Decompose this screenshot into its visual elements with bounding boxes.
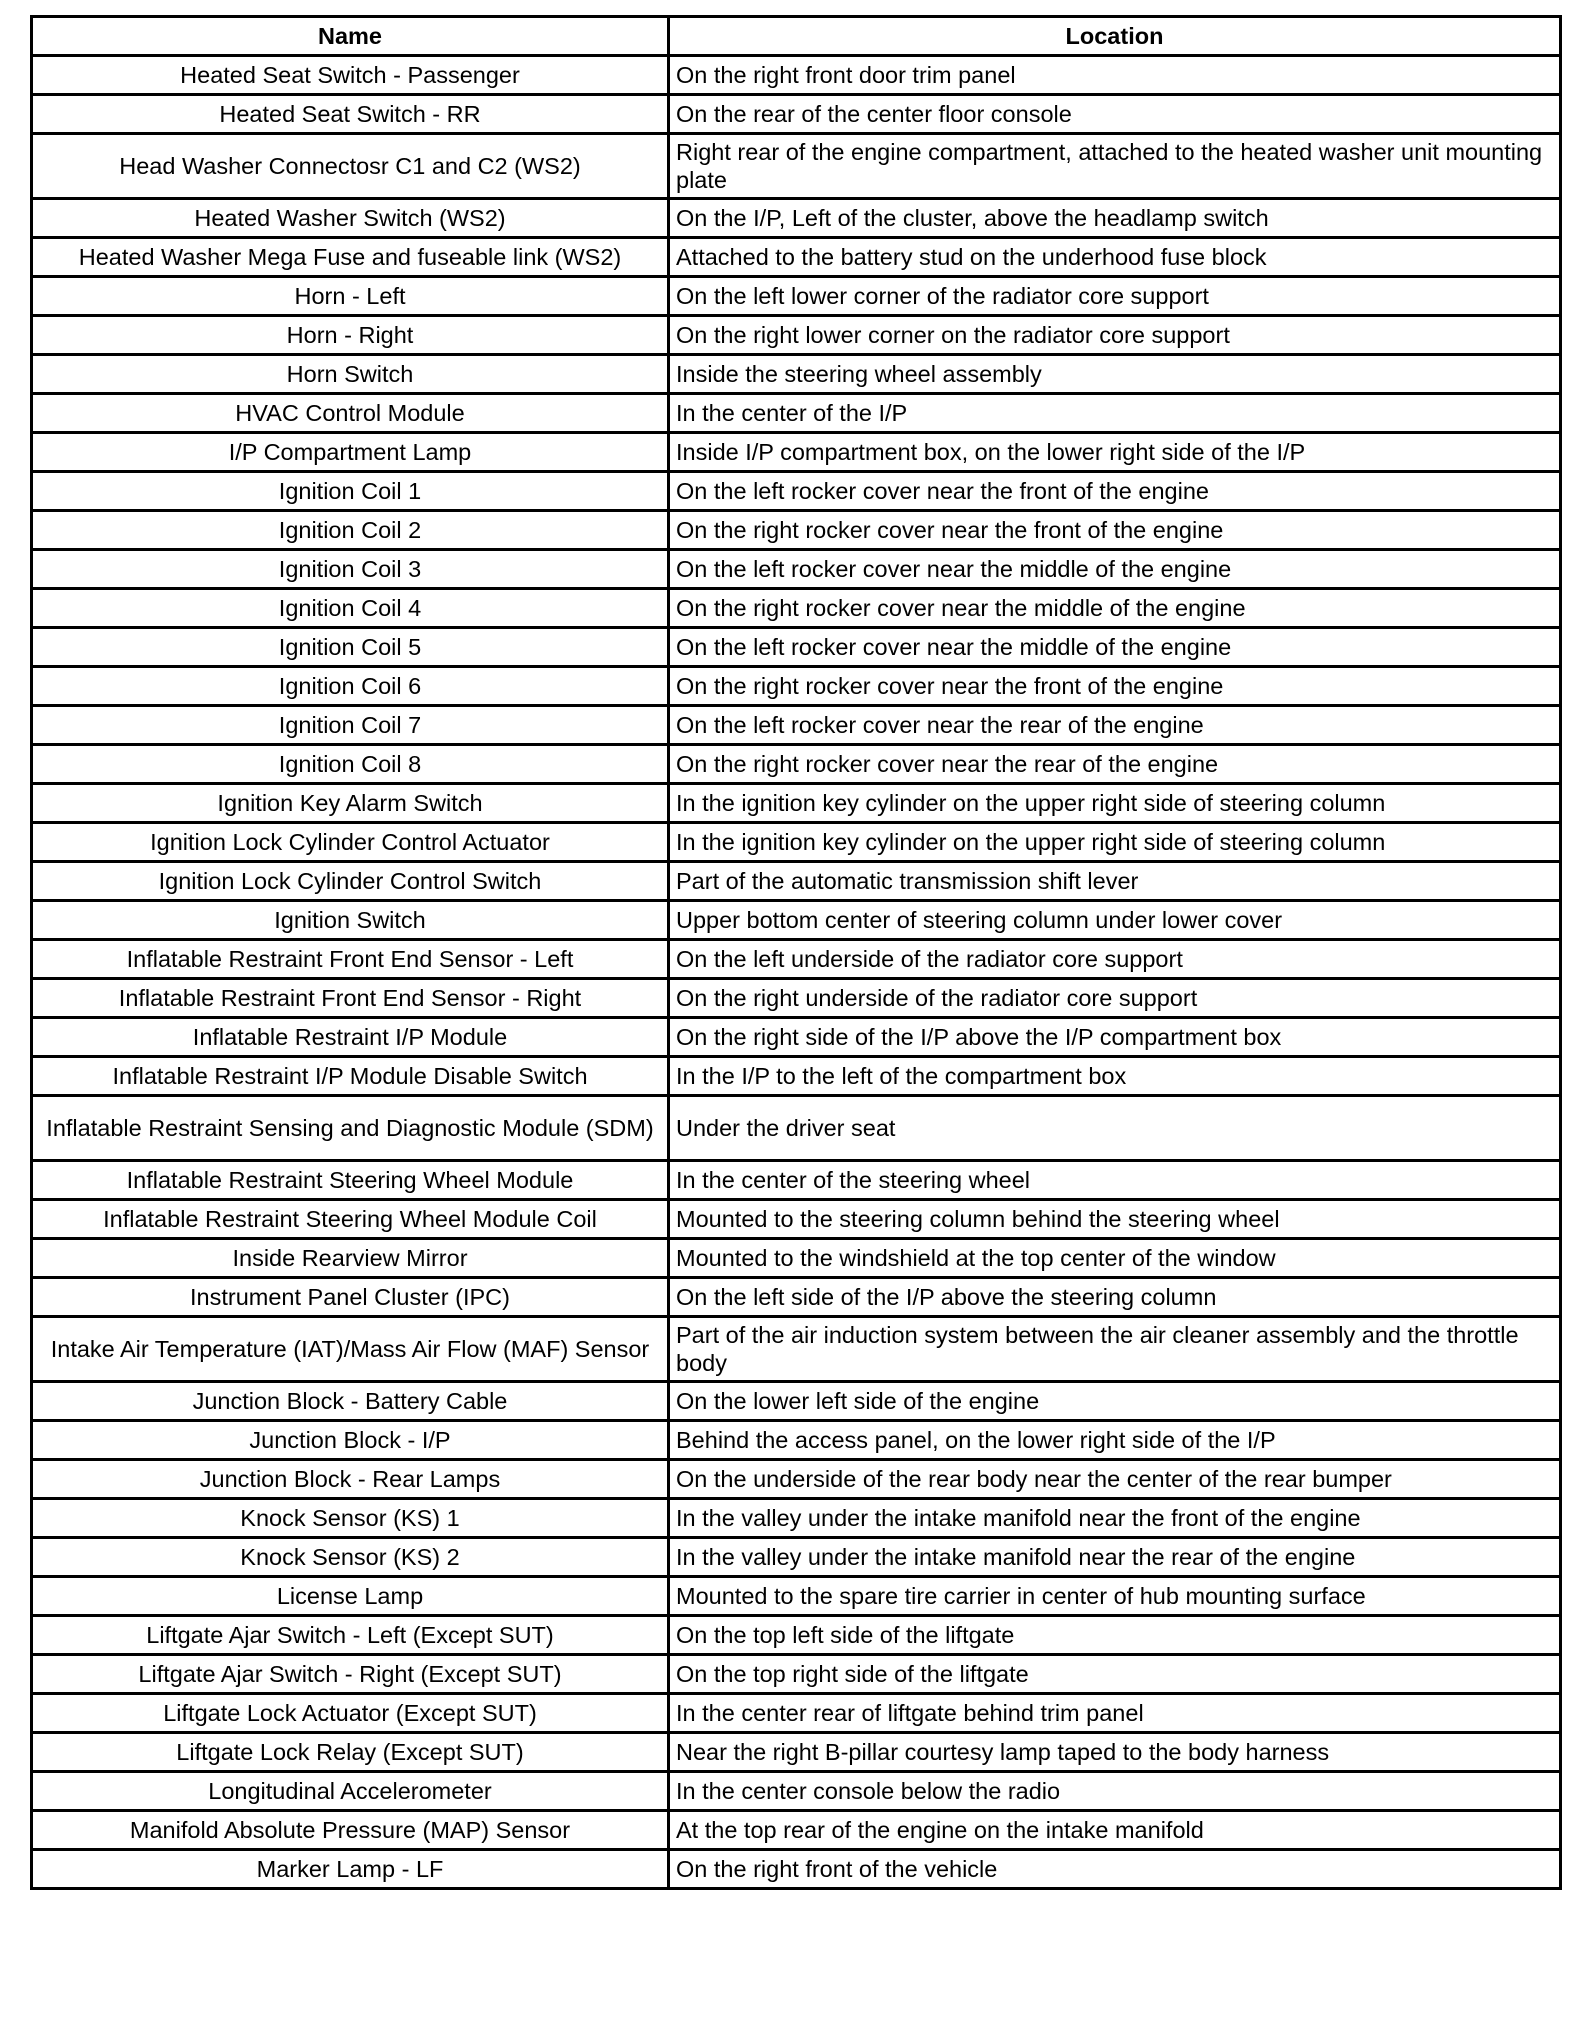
component-location-cell: Mounted to the steering column behind the steering wheel — [669, 1200, 1561, 1239]
component-name-cell: Ignition Coil 2 — [32, 511, 669, 550]
table-row — [32, 823, 1561, 862]
table-row — [32, 355, 1561, 394]
component-location-cell: In the valley under the intake manifold near the rear of the engine — [669, 1538, 1561, 1577]
component-location-cell: Attached to the battery stud on the underhood fuse block — [669, 238, 1561, 277]
component-name-cell: Marker Lamp - LF — [32, 1850, 669, 1889]
component-location-cell: In the valley under the intake manifold near the front of the engine — [669, 1499, 1561, 1538]
table-row — [32, 1200, 1561, 1239]
table-row — [32, 511, 1561, 550]
component-name-cell: Knock Sensor (KS) 2 — [32, 1538, 669, 1577]
component-location-cell: On the right lower corner on the radiator core support — [669, 316, 1561, 355]
component-location-cell: Part of the automatic transmission shift lever — [669, 862, 1561, 901]
component-location-cell: On the I/P, Left of the cluster, above the headlamp switch — [669, 199, 1561, 238]
component-name-cell: Inflatable Restraint Sensing and Diagnostic Module (SDM) — [32, 1096, 669, 1161]
component-name-cell: Junction Block - I/P — [32, 1421, 669, 1460]
component-location-cell: In the center of the I/P — [669, 394, 1561, 433]
table-row — [32, 1057, 1561, 1096]
component-name-cell: Horn - Left — [32, 277, 669, 316]
component-location-cell: On the left rocker cover near the middle of the engine — [669, 628, 1561, 667]
component-name-cell: Ignition Lock Cylinder Control Actuator — [32, 823, 669, 862]
component-location-cell: On the left rocker cover near the rear of the engine — [669, 706, 1561, 745]
component-location-cell: On the right underside of the radiator core support — [669, 979, 1561, 1018]
component-location-cell: Part of the air induction system between the air cleaner assembly and the throttle body — [669, 1317, 1561, 1382]
table-row — [32, 1616, 1561, 1655]
table-row — [32, 1655, 1561, 1694]
component-name-cell: Heated Seat Switch - RR — [32, 95, 669, 134]
component-name-cell: Ignition Lock Cylinder Control Switch — [32, 862, 669, 901]
table-row — [32, 1694, 1561, 1733]
header-row — [32, 17, 1561, 56]
table-row — [32, 95, 1561, 134]
column-header-location: Location — [669, 17, 1561, 56]
table-row — [32, 1538, 1561, 1577]
component-name-cell: Inflatable Restraint Steering Wheel Module Coil — [32, 1200, 669, 1239]
component-location-cell: In the ignition key cylinder on the upper right side of steering column — [669, 823, 1561, 862]
component-location-cell: On the left lower corner of the radiator core support — [669, 277, 1561, 316]
component-name-cell: Ignition Coil 4 — [32, 589, 669, 628]
component-location-cell: Mounted to the windshield at the top center of the window — [669, 1239, 1561, 1278]
table-row — [32, 433, 1561, 472]
component-location-cell: In the center rear of liftgate behind trim panel — [669, 1694, 1561, 1733]
component-location-cell: On the right rocker cover near the front of the engine — [669, 511, 1561, 550]
component-name-cell: Intake Air Temperature (IAT)/Mass Air Flow (MAF) Sensor — [32, 1317, 669, 1382]
component-name-cell: Inflatable Restraint Front End Sensor - Right — [32, 979, 669, 1018]
component-name-cell: Liftgate Lock Actuator (Except SUT) — [32, 1694, 669, 1733]
table-row — [32, 979, 1561, 1018]
component-name-cell: Inflatable Restraint I/P Module Disable Switch — [32, 1057, 669, 1096]
table-row — [32, 550, 1561, 589]
table-row — [32, 589, 1561, 628]
component-location-cell: Upper bottom center of steering column under lower cover — [669, 901, 1561, 940]
component-location-cell: In the center of the steering wheel — [669, 1161, 1561, 1200]
table-row — [32, 472, 1561, 511]
component-name-cell: Ignition Coil 6 — [32, 667, 669, 706]
table-row — [32, 1733, 1561, 1772]
component-location-cell: On the right front door trim panel — [669, 56, 1561, 95]
component-name-cell: Inflatable Restraint I/P Module — [32, 1018, 669, 1057]
component-name-cell: Longitudinal Accelerometer — [32, 1772, 669, 1811]
component-location-cell: On the top left side of the liftgate — [669, 1616, 1561, 1655]
component-name-cell: Ignition Coil 3 — [32, 550, 669, 589]
component-name-cell: Instrument Panel Cluster (IPC) — [32, 1278, 669, 1317]
component-location-cell: On the right side of the I/P above the I/P compartment box — [669, 1018, 1561, 1057]
table-row — [32, 56, 1561, 95]
component-location-cell: On the left rocker cover near the middle of the engine — [669, 550, 1561, 589]
component-name-cell: Horn - Right — [32, 316, 669, 355]
component-name-cell: Liftgate Ajar Switch - Left (Except SUT) — [32, 1616, 669, 1655]
component-name-cell: Knock Sensor (KS) 1 — [32, 1499, 669, 1538]
component-name-cell: Junction Block - Battery Cable — [32, 1382, 669, 1421]
component-name-cell: Ignition Switch — [32, 901, 669, 940]
table-row — [32, 1096, 1561, 1161]
table-row — [32, 1382, 1561, 1421]
component-location-cell: On the right rocker cover near the front of the engine — [669, 667, 1561, 706]
component-name-cell: Heated Washer Switch (WS2) — [32, 199, 669, 238]
component-location-cell: In the ignition key cylinder on the upper right side of steering column — [669, 784, 1561, 823]
table-row — [32, 784, 1561, 823]
component-name-cell: Manifold Absolute Pressure (MAP) Sensor — [32, 1811, 669, 1850]
component-name-cell: Inflatable Restraint Front End Sensor - Left — [32, 940, 669, 979]
column-header-name: Name — [32, 17, 669, 56]
table-row — [32, 277, 1561, 316]
table-row — [32, 1161, 1561, 1200]
component-location-cell: Right rear of the engine compartment, attached to the heated washer unit mounting plate — [669, 134, 1561, 199]
table-row — [32, 238, 1561, 277]
component-location-cell: At the top rear of the engine on the intake manifold — [669, 1811, 1561, 1850]
table-row — [32, 628, 1561, 667]
table-row — [32, 1499, 1561, 1538]
component-location-cell: On the left side of the I/P above the steering column — [669, 1278, 1561, 1317]
component-name-cell: Horn Switch — [32, 355, 669, 394]
table-row — [32, 1317, 1561, 1382]
component-name-cell: I/P Compartment Lamp — [32, 433, 669, 472]
component-location-cell: On the right rocker cover near the rear of the engine — [669, 745, 1561, 784]
table-row — [32, 134, 1561, 199]
component-name-cell: Liftgate Lock Relay (Except SUT) — [32, 1733, 669, 1772]
table-row — [32, 199, 1561, 238]
table-row — [32, 1772, 1561, 1811]
component-location-cell: On the left underside of the radiator core support — [669, 940, 1561, 979]
component-location-cell: On the top right side of the liftgate — [669, 1655, 1561, 1694]
component-name-cell: Liftgate Ajar Switch - Right (Except SUT) — [32, 1655, 669, 1694]
component-location-cell: On the right rocker cover near the middle of the engine — [669, 589, 1561, 628]
component-location-cell: Mounted to the spare tire carrier in center of hub mounting surface — [669, 1577, 1561, 1616]
component-location-cell: On the left rocker cover near the front of the engine — [669, 472, 1561, 511]
table-row — [32, 1811, 1561, 1850]
component-location-cell: Near the right B-pillar courtesy lamp taped to the body harness — [669, 1733, 1561, 1772]
component-location-cell: On the rear of the center floor console — [669, 95, 1561, 134]
component-location-cell: Behind the access panel, on the lower right side of the I/P — [669, 1421, 1561, 1460]
component-location-cell: On the lower left side of the engine — [669, 1382, 1561, 1421]
component-location-table — [30, 15, 1562, 1890]
table-row — [32, 901, 1561, 940]
component-name-cell: Ignition Coil 7 — [32, 706, 669, 745]
component-name-cell: HVAC Control Module — [32, 394, 669, 433]
table-row — [32, 1278, 1561, 1317]
component-name-cell: Junction Block - Rear Lamps — [32, 1460, 669, 1499]
component-location-cell: In the center console below the radio — [669, 1772, 1561, 1811]
component-location-cell: On the underside of the rear body near the center of the rear bumper — [669, 1460, 1561, 1499]
table-row — [32, 940, 1561, 979]
table-row — [32, 1018, 1561, 1057]
table-row — [32, 1239, 1561, 1278]
component-name-cell: Heated Seat Switch - Passenger — [32, 56, 669, 95]
component-name-cell: Ignition Coil 5 — [32, 628, 669, 667]
component-name-cell: Inflatable Restraint Steering Wheel Module — [32, 1161, 669, 1200]
table-row — [32, 706, 1561, 745]
component-name-cell: Ignition Coil 1 — [32, 472, 669, 511]
component-location-cell: Under the driver seat — [669, 1096, 1561, 1161]
table-row — [32, 1850, 1561, 1889]
component-name-cell: License Lamp — [32, 1577, 669, 1616]
table-row — [32, 316, 1561, 355]
table-row — [32, 1421, 1561, 1460]
component-location-cell: Inside the steering wheel assembly — [669, 355, 1561, 394]
component-name-cell: Head Washer Connectosr C1 and C2 (WS2) — [32, 134, 669, 199]
table-row — [32, 1577, 1561, 1616]
table-row — [32, 862, 1561, 901]
component-name-cell: Inside Rearview Mirror — [32, 1239, 669, 1278]
component-location-cell: In the I/P to the left of the compartment box — [669, 1057, 1561, 1096]
component-name-cell: Ignition Coil 8 — [32, 745, 669, 784]
table-row — [32, 745, 1561, 784]
component-name-cell: Heated Washer Mega Fuse and fuseable link (WS2) — [32, 238, 669, 277]
component-name-cell: Ignition Key Alarm Switch — [32, 784, 669, 823]
table-row — [32, 1460, 1561, 1499]
component-location-cell: On the right front of the vehicle — [669, 1850, 1561, 1889]
table-row — [32, 667, 1561, 706]
table-row — [32, 394, 1561, 433]
component-location-cell: Inside I/P compartment box, on the lower right side of the I/P — [669, 433, 1561, 472]
